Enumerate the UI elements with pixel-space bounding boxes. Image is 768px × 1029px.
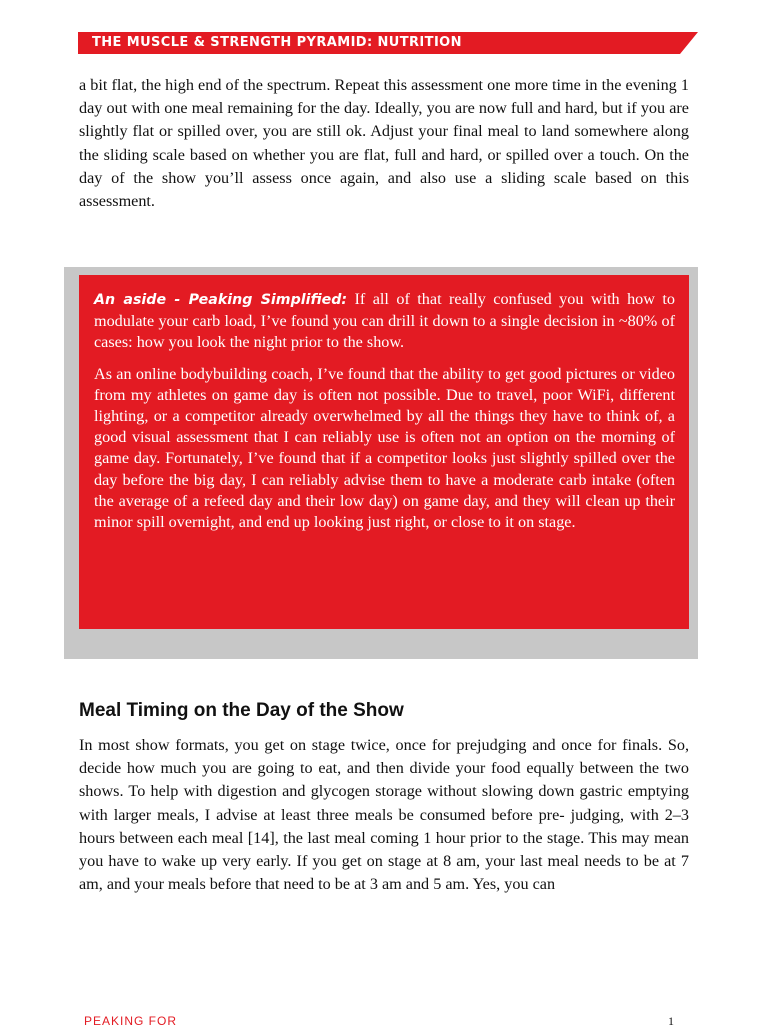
intro-paragraph: a bit flat, the high end of the spectrum. Repeat this assessment one more time in the evening 1 day out with one meal remaining for the day. Ideally, you are now full and hard, but if you are slightly flat or spilled over, you are still ok. Adjust your final meal to land somewhere along the sliding scale based on whether you are flat, full and hard, or spilled over a touch. On the day of the show you’ll assess once again, and also use a sliding scale based on this assessment. (79, 76, 689, 211)
aside-second-paragraph: As an online bodybuilding coach, I’ve found that the ability to get good pictures or video from my athletes on game day is often not possible. Due to travel, poor WiFi, different lighting, or a competitor already overwhelmed by all the things they have to think of, a good visual assessment that I can reliably use is often not an option on the morning of game day. Fortunately, I’ve found that if a competitor looks just slightly spilled over the day before the big day, I can reliably advise them to have a moderate carb intake (often the average of a refeed day and their low day) on game day, and they will clean up their minor spill overnight, and end up looking just right, or close to it on stage. (94, 364, 675, 532)
aside-first-paragraph (94, 289, 675, 354)
aside-lead: An aside - Peaking Simplified: (94, 292, 348, 308)
section-heading: Meal Timing on the Day of the Show (79, 700, 404, 721)
running-header-title: THE MUSCLE & STRENGTH PYRAMID: NUTRITION (92, 35, 462, 50)
section-paragraph: In most show formats, you get on stage twice, once for prejudging and once for finals. So, decide how much you are going to eat, and then divide your food equally between the two shows. To help with digestion and glycogen storage without slowing down gastric emptying with larger meals, I advise at least three meals be consumed before pre- judging, with 2–3 hours between each meal [14], the last meal coming 1 hour prior to the stage. This may mean you have to wake up very early. If you get on stage at 8 am, your last meal needs to be at 7 am, and your meals before that need to be at 3 am and 5 am. Yes, you can (79, 736, 689, 894)
aside-first-text: If all of that really confused you with how to modulate your carb load, I’ve found you can drill it down to a single decision in ~80% of cases: how you look the night prior to the show. (94, 290, 675, 352)
footer-text: PEAKING FOR (84, 1014, 178, 1028)
page-number: 1 (668, 1014, 674, 1028)
aside-box (79, 275, 689, 629)
